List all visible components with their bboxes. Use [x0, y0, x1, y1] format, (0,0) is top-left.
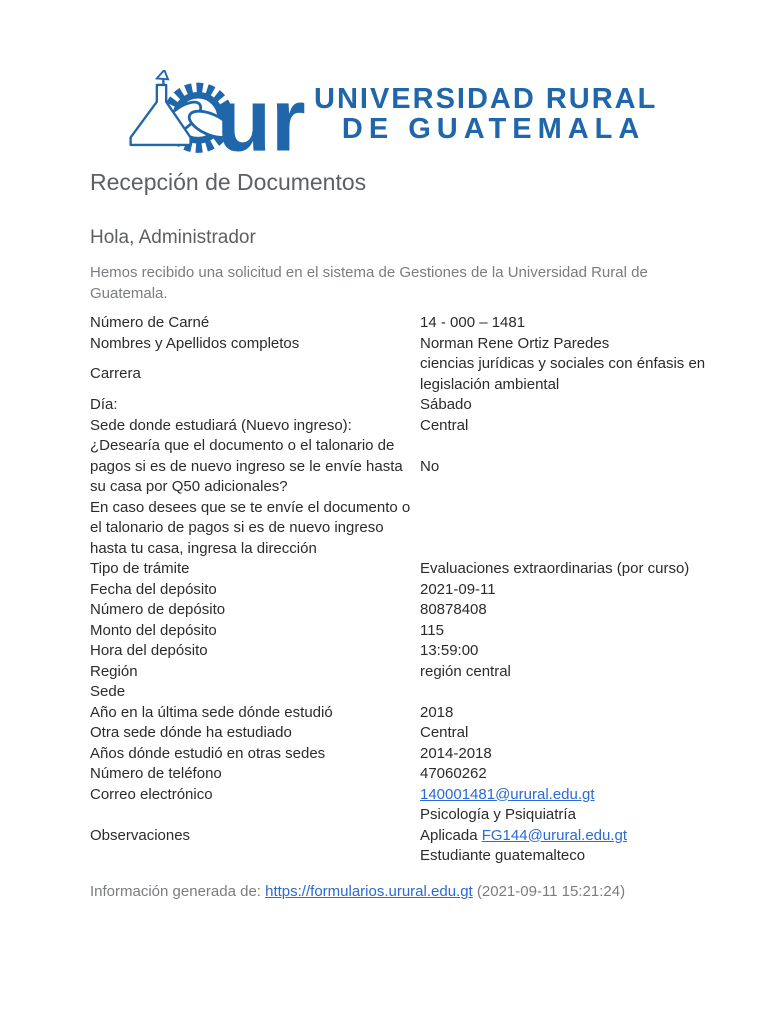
table-row — [90, 436, 720, 498]
logo-wordmark-line2: DE GUATEMALA — [341, 112, 646, 145]
field-label: Tipo de trámite — [90, 560, 190, 577]
field-value: 80878408 — [420, 601, 487, 618]
table-row — [90, 641, 720, 662]
field-label: Monto del depósito — [90, 621, 217, 639]
field-label: Carrera — [90, 365, 141, 383]
table-row — [90, 559, 720, 580]
field-label: Fecha del depósito — [90, 580, 217, 598]
field-value: ciencias jurídicas y sociales con énfasis en legislación ambiental — [420, 355, 706, 393]
logo-wordmark-line1: UNIVERSIDAD RURAL — [314, 82, 658, 115]
fields-table-body — [90, 313, 720, 867]
field-label: Correo electrónico — [90, 785, 213, 803]
field-value: 47060262 — [420, 765, 487, 782]
table-row — [90, 498, 720, 560]
field-label: Año en la última sede dónde estudió — [90, 703, 333, 721]
field-label: En caso desees que se te envíe el documento o el talonario de pagos si es de nuevo ingreso hasta tu casa, ingresa la dirección — [90, 498, 411, 557]
field-value: 2021-09-11 — [420, 580, 496, 598]
field-value — [420, 498, 720, 560]
table-row — [90, 313, 720, 334]
table-row — [90, 600, 720, 621]
field-label: Sede donde estudiará (Nuevo ingreso): — [90, 416, 352, 434]
field-value: 115 — [420, 621, 444, 639]
logo-wordmark — [314, 82, 658, 145]
footer-timestamp: (2021-09-11 15:21:24) — [476, 883, 626, 900]
field-value: Norman Rene Ortiz Paredes — [420, 334, 610, 352]
table-row — [90, 395, 720, 416]
field-label: Día: — [90, 396, 118, 413]
field-value — [420, 682, 720, 703]
field-label: Otra sede dónde ha estudiado — [90, 724, 292, 741]
field-label: Años dónde estudió en otras sedes — [90, 744, 326, 762]
field-label: Región — [90, 662, 138, 680]
page-title: Recepción de Documentos — [90, 169, 367, 195]
field-value: 14 - 000 – 1481 — [420, 314, 526, 331]
field-value: 13:59:00 — [420, 642, 479, 659]
greeting-text: Hola, Administrador — [90, 227, 256, 248]
table-row — [90, 580, 720, 601]
table-row — [90, 621, 720, 642]
table-row — [90, 682, 720, 703]
fields-table — [90, 313, 720, 867]
field-value: Sábado — [420, 396, 472, 413]
field-label: ¿Desearía que el documento o el talonario de pagos si es de nuevo ingreso se le envíe hasta su casa por Q50 adicionales? — [90, 437, 403, 495]
intro-paragraph: Hemos recibido una solicitud en el sistema de Gestiones de la Universidad Rural de Guatemala. — [90, 264, 648, 302]
field-value: Central — [420, 724, 469, 741]
field-value — [420, 785, 720, 806]
field-value: No — [420, 457, 440, 475]
table-row — [90, 354, 720, 395]
field-value: 2014-2018 — [420, 744, 492, 762]
footer-prefix: Información generada de: — [90, 883, 261, 900]
footer-link[interactable]: https://formularios.urural.edu.gt — [265, 883, 473, 900]
field-value: Central — [420, 416, 469, 434]
table-row — [90, 662, 720, 683]
field-value: 2018 — [420, 703, 454, 721]
field-label: Sede — [90, 683, 126, 700]
field-label: Número de Carné — [90, 314, 210, 331]
field-label: Hora del depósito — [90, 642, 208, 659]
table-row — [90, 723, 720, 744]
university-logo — [118, 70, 657, 158]
field-value: Psicología y Psiquiatría Aplicada FG144@urural.edu.gt Estudiante guatemalteco — [420, 806, 628, 864]
table-row — [90, 703, 720, 724]
university-logo-graphic — [118, 70, 308, 158]
observations-email-link[interactable]: FG144@urural.edu.gt — [481, 826, 628, 844]
field-label: Número de teléfono — [90, 765, 222, 782]
field-value: región central — [420, 662, 511, 680]
student-email-link[interactable]: 140001481@urural.edu.gt — [420, 785, 595, 803]
table-row — [90, 805, 720, 867]
table-row — [90, 764, 720, 785]
field-value: Evaluaciones extraordinarias (por curso) — [420, 560, 690, 577]
table-row — [90, 744, 720, 765]
field-label: Nombres y Apellidos completos — [90, 334, 300, 352]
footer-line — [90, 883, 625, 900]
table-row — [90, 785, 720, 806]
table-row — [90, 416, 720, 437]
table-row — [90, 334, 720, 355]
field-label: Observaciones — [90, 826, 191, 844]
logo-monogram: ur — [216, 70, 306, 158]
field-label: Número de depósito — [90, 601, 226, 618]
